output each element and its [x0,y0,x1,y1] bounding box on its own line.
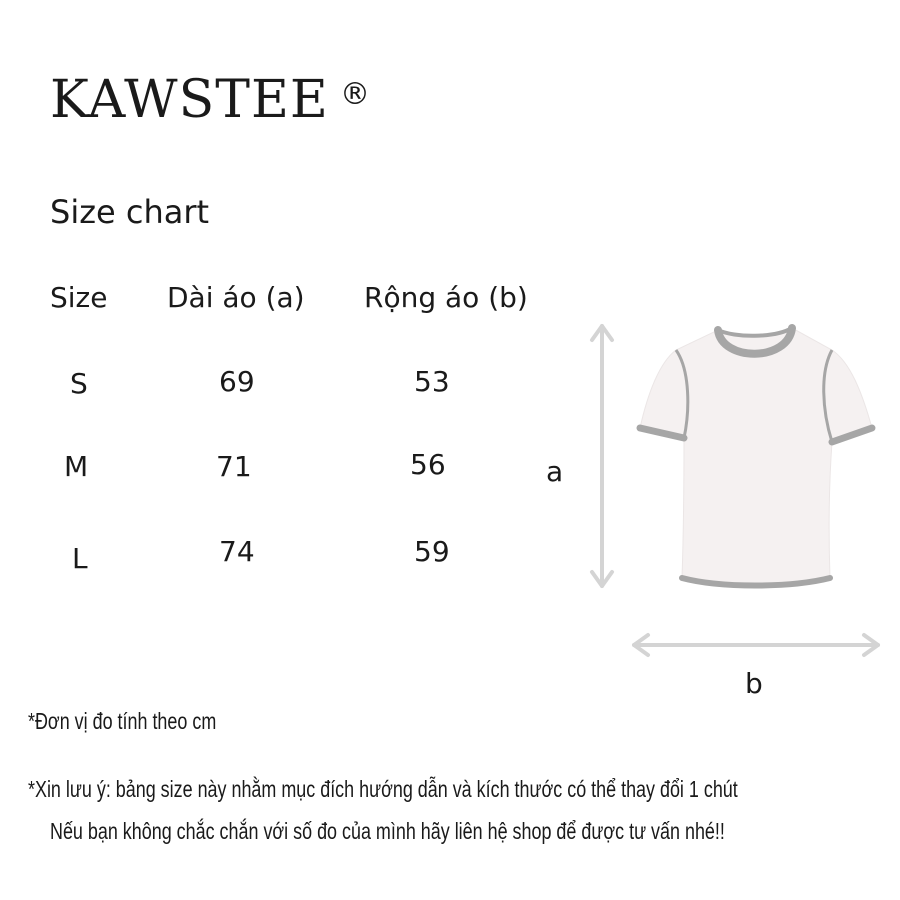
brand-name: KAWSTEE [50,70,329,130]
length-arrow-icon [592,326,612,586]
width-label: b [745,667,763,700]
row-width-m: 56 [410,448,446,481]
tshirt-icon [640,328,872,586]
registered-mark: ® [340,77,370,112]
unit-note: *Đơn vị đo tính theo cm [28,708,217,734]
row-size-s: S [70,367,88,400]
row-length-l: 74 [219,535,255,568]
width-arrow-icon [634,635,878,655]
header-size: Size [50,281,108,314]
length-label: a [546,455,564,488]
row-length-s: 69 [219,365,255,398]
row-size-l: L [72,542,88,575]
row-width-l: 59 [414,535,450,568]
header-width: Rộng áo (b) [364,281,528,314]
row-length-m: 71 [216,450,252,483]
disclaimer-line-1: *Xin lưu ý: bảng size này nhằm mục đích hướng dẫn và kích thước có thể thay đổi 1 chút [28,776,738,802]
header-length: Dài áo (a) [167,281,305,314]
disclaimer-line-2: Nếu bạn không chắc chắn với số đo của mình hãy liên hệ shop để được tư vấn nhé!! [50,818,725,844]
size-chart-title: Size chart [50,193,210,231]
row-width-s: 53 [414,365,450,398]
row-size-m: M [64,450,89,483]
